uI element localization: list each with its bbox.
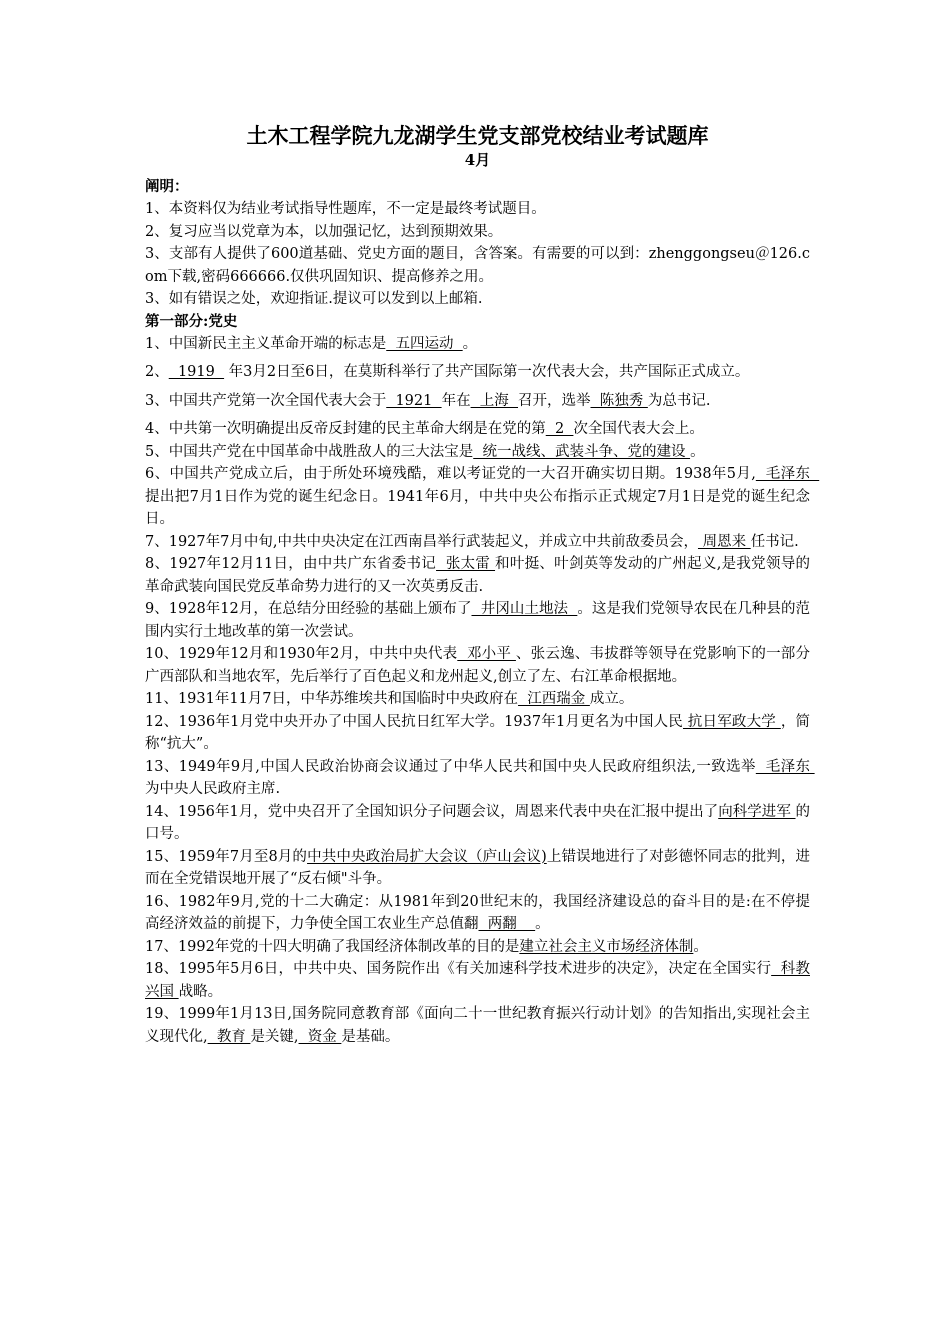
- part1-heading: 第一部分:党史: [145, 312, 238, 330]
- answer-blank: 1919: [168, 364, 225, 380]
- question-text: 11、1931年11月7日，中华苏维埃共和国临时中央政府在: [145, 691, 519, 707]
- question-text: 提出把7月1日作为党的诞生纪念日。1941年6月，中共中央公布指示正式规定7月1日是党的诞生纪念日。: [145, 488, 810, 527]
- question-text: 15、1959年7月至8月的: [145, 848, 308, 865]
- question-item: [145, 801, 810, 846]
- notice-item: 2、复习应当以党章为本，以加强记忆，达到预期效果。: [145, 223, 503, 240]
- answer-blank: 向科学进军: [718, 803, 796, 820]
- answer-blank: 两翻: [478, 916, 536, 932]
- question-item: [145, 333, 810, 356]
- question-text: 1、中国新民主主义革命开端的标志是: [145, 335, 387, 352]
- question-text: 。: [535, 916, 550, 932]
- question-text: 为中央人民政府主席.: [145, 781, 281, 797]
- question-text: 上错误地进行了对彭德怀同志的批判，进而在全党错误地开展了“反右倾"斗争。: [145, 848, 810, 887]
- question-text: 13、1949年9月,中国人民政治协商会议通过了中华人民共和国中央人民政府组织法,一致选举: [145, 758, 756, 775]
- question-item: [145, 531, 810, 554]
- question-text: 9、1928年12月，在总结分田经验的基础上颁布了: [145, 601, 472, 617]
- question-item: [145, 643, 810, 688]
- answer-blank: 井冈山土地法: [471, 601, 578, 617]
- question-item: [145, 756, 815, 801]
- notice-item: 3、支部有人提供了600道基础、党史方面的题目，含答案。有需要的可以到：zhenggongseu＠126.com下载,密码666666.仅供巩固知识、提高修养之用。: [145, 246, 810, 285]
- question-item: [145, 688, 810, 711]
- question-text: 10、1929年12月和1930年2月，中共中央代表: [145, 646, 458, 662]
- question-text: 年3月2日至6日，在莫斯科举行了共产国际第一次代表大会，共产国际正式成立。: [224, 364, 750, 380]
- answer-blank: 抗日军政大学: [682, 713, 781, 730]
- answer-blank: 2: [545, 421, 574, 437]
- notice-list: [145, 198, 810, 311]
- question-text: 17、1992年党的十四大明确了我国经济体制改革的目的是: [145, 938, 520, 955]
- question-text: 年在: [441, 392, 471, 409]
- question-text: 成立。: [589, 691, 634, 707]
- question-item: [145, 441, 810, 464]
- question-text: ，简称“抗大”。: [145, 713, 811, 752]
- question-item: [145, 936, 810, 959]
- question-text: 5、中国共产党在中国革命中战胜敌人的三大法宝是: [145, 443, 474, 460]
- question-text: 18、1995年5月6日，中共中央、国务院作出《有关加速科学技术进步的决定》，决定在全国实行: [145, 961, 772, 977]
- question-text: 19、1999年1月13日,国务院同意教育部《面向二十一世纪教育振兴行动计划》的告知指出,实现社会主义现代化,: [145, 1006, 810, 1045]
- question-item: [145, 711, 810, 756]
- notice-heading: 阐明：: [145, 178, 189, 195]
- answer-blank: 江西瑞金: [518, 691, 590, 707]
- answer-blank: 1921: [386, 392, 442, 409]
- answer-blank: 统一战线、武装斗争、党的建设: [473, 443, 691, 460]
- question-text: 7、1927年7月中旬,中共中央决定在江西南昌举行武装起义，并成立中共前敌委员会，: [145, 533, 698, 550]
- document-page: [145, 122, 820, 1048]
- question-text: 次全国代表大会上。: [573, 421, 704, 437]
- answer-blank: 中共中央政治局扩大会议（庐山会议): [307, 848, 547, 865]
- question-item: [145, 390, 810, 413]
- answer-blank: 教育: [207, 1028, 251, 1045]
- question-text: 14、1956年1月，党中央召开了全国知识分子问题会议，周恩来代表中央在汇报中提出了: [145, 803, 719, 820]
- question-text: 和叶挺、叶剑英等发动的广州起义,是我党领导的革命武装向国民党反革命势力进行的又一次英勇反击.: [145, 556, 811, 595]
- notice-item: 3、如有错误之处，欢迎指证.提议可以发到以上邮箱.: [145, 291, 483, 307]
- question-item: [145, 553, 810, 598]
- question-text: 是基础。: [341, 1028, 400, 1045]
- question-item: [145, 1003, 810, 1048]
- question-text: 12、1936年1月党中央开办了中国人民抗日红军大学。1937年1月更名为中国人民: [145, 713, 683, 730]
- answer-blank: 毛泽东: [755, 758, 815, 775]
- question-text: 战略。: [178, 983, 223, 1000]
- answer-blank: 陈独秀: [590, 392, 648, 409]
- question-text: 召开，选举: [518, 392, 591, 409]
- question-text: 8、1927年12月11日，由中共广东省委书记: [145, 556, 437, 572]
- answer-blank: 邓小平: [457, 646, 516, 662]
- question-text: 6、中国共产党成立后，由于所处环境残酷，难以考证党的一大召开确实切日期。1938年5月,: [145, 466, 756, 482]
- question-text: 16、1982年9月,党的十二大确定：从1981年到20世纪末的，我国经济建设总的奋斗目的是:在不停提高经济效益的前提下，力争使全国工农业生产总值翻: [145, 893, 810, 932]
- answer-blank: 五四运动: [386, 335, 463, 352]
- question-text: 任书记.: [750, 533, 799, 550]
- question-text: 2、: [145, 364, 169, 380]
- question-text: 。: [462, 335, 478, 352]
- question-item: [145, 846, 810, 891]
- answer-blank: 资金: [298, 1028, 342, 1045]
- question-text: 、张云逸、韦拔群等领导在党影响下的一部分广西部队和当地农军，先后举行了百色起义和龙州起义,创立了左、右江革命根据地。: [145, 646, 811, 685]
- question-text: 。: [693, 938, 708, 955]
- question-text: 为总书记.: [647, 392, 711, 409]
- document-title: 土木工程学院九龙湖学生党支部党校结业考试题库: [246, 123, 709, 148]
- question-text: 4、中共第一次明确提出反帝反封建的民主革命大纲是在党的第: [145, 421, 546, 437]
- notice-item: 1、本资料仅为结业考试指导性题库，不一定是最终考试题目。: [145, 201, 546, 217]
- question-item: [145, 463, 820, 531]
- answer-blank: 周恩来: [697, 533, 751, 550]
- question-text: 是关键,: [250, 1028, 299, 1045]
- question-item: [145, 361, 810, 384]
- answer-blank: 建立社会主义市场经济体制: [519, 938, 694, 955]
- question-text: 。: [690, 443, 705, 460]
- question-text: 3、中国共产党第一次全国代表大会于: [145, 392, 387, 409]
- question-item: [145, 891, 810, 936]
- question-item: [145, 598, 810, 643]
- answer-blank: 毛泽东: [755, 466, 820, 482]
- question-item: [145, 418, 810, 441]
- question-text: 。这是我们党领导农民在几种县的范围内实行土地改革的第一次尝试。: [145, 601, 811, 640]
- answer-blank: 张太雷: [436, 556, 496, 572]
- question-list: [145, 333, 820, 1049]
- question-text: 的口号。: [145, 803, 811, 842]
- answer-blank: 上海: [470, 392, 519, 409]
- question-item: [145, 958, 810, 1003]
- answer-blank: 科教兴国: [145, 961, 810, 1000]
- document-subtitle: 4月: [464, 151, 491, 169]
